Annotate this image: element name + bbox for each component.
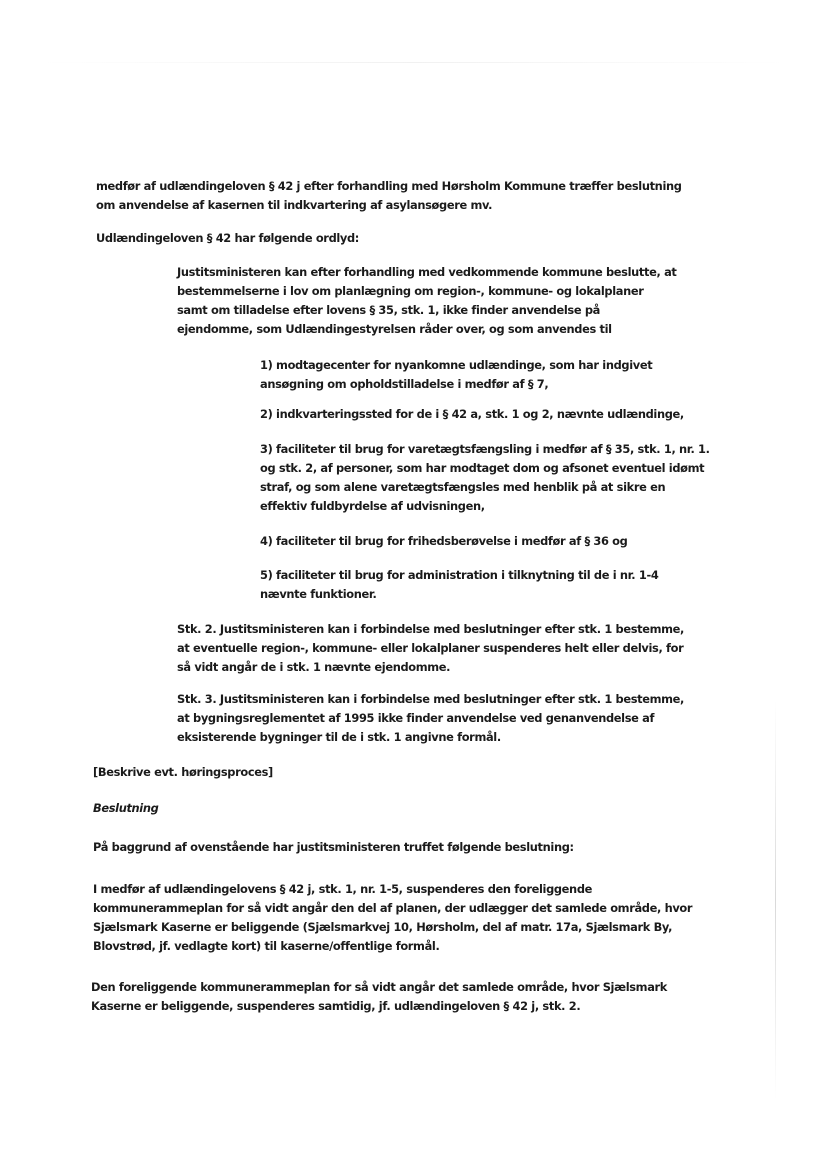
- intro-paragraph: medfør af udlændingeloven § 42 j efter forhandling med Hørsholm Kommune træffer beslutning om anvendelse af kasernen til indkvartering af asylansøgere mv.: [96, 179, 682, 212]
- decision-intro: På baggrund af ovenstående har justitsministeren truffet følgende beslutning:: [93, 840, 574, 854]
- hearing-note: [Beskrive evt. høringsproces]: [93, 765, 273, 779]
- list-item-2: 2) indkvarteringssted for de i § 42 a, stk. 1 og 2, nævnte udlændinge,: [260, 407, 684, 421]
- law-quote-stk2: Stk. 2. Justitsministeren kan i forbindelse med beslutninger efter stk. 1 bestemme, at eventuelle region-, kommune- eller lokalplaner suspenderes helt eller delvis, for så vidt angår de i stk. 1 nævnte ejendomme.: [177, 622, 685, 674]
- law-quote-stk1: Justitsministeren kan efter forhandling med vedkommende kommune beslutte, at bestemmelserne i lov om planlægning om region-, kommune- og lokalplaner samt om tilladelse efter lovens § 35, stk. 1, ikke finder anvendelse på ejendomme, som Udlændingestyrelsen råder over, og som anvendes til: [177, 265, 677, 336]
- law-quote-stk3: Stk. 3. Justitsministeren kan i forbindelse med beslutninger efter stk. 1 bestemme, at bygningsreglementet af 1995 ikke finder anvendelse ved genanvendelse af eksisterende bygninger til de i stk. 1 angivne formål.: [177, 692, 685, 744]
- decision-paragraph-1: I medfør af udlændingelovens § 42 j, stk. 1, nr. 1-5, suspenderes den foreliggende kommunerammeplan for så vidt angår den del af planen, der udlægger det samlede område, hvor Sjælsmark Kaserne er beliggende (Sjælsmarkvej 10, Hørsholm, del af matr. 17a, Sjælsmark By, Blovstrød, jf. vedlagte kort) til kaserne/offentlige formål.: [93, 882, 693, 953]
- list-item-5: 5) faciliteter til brug for administration i tilknytning til de i nr. 1-4 nævnte funktioner.: [260, 568, 659, 601]
- list-item-1: 1) modtagecenter for nyankomne udlændinge, som har indgivet ansøgning om opholdstilladelse i medfør af § 7,: [260, 358, 653, 391]
- law-intro: Udlændingeloven § 42 har følgende ordlyd:: [96, 231, 360, 245]
- decision-paragraph-2: Den foreliggende kommunerammeplan for så vidt angår det samlede område, hvor Sjælsmark Kaserne er beliggende, suspenderes samtidig, jf. udlændingeloven § 42 j, stk. 2.: [91, 980, 668, 1013]
- scan-artifact: [775, 700, 776, 1100]
- list-item-4: 4) faciliteter til brug for frihedsberøvelse i medfør af § 36 og: [260, 534, 628, 548]
- list-item-3: 3) faciliteter til brug for varetægtsfængsling i medfør af § 35, stk. 1, nr. 1. og stk. 2, af personer, som har modtaget dom og afsonet eventuel idømt straf, og som alene varetægtsfængsles med henblik på at sikre en effektiv fuldbyrdelse af udvisningen,: [260, 442, 710, 513]
- section-heading: Beslutning: [93, 801, 159, 815]
- scan-artifact: [40, 62, 788, 63]
